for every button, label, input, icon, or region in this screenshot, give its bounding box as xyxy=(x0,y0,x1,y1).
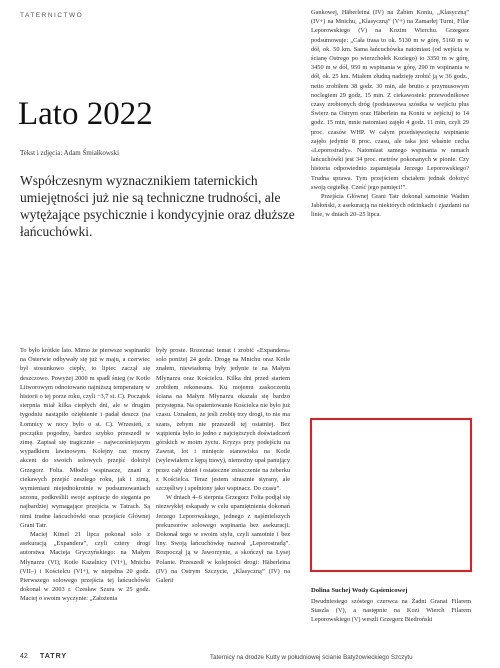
lead-paragraph: Współczesnym wyznacznikiem taternickich umiejętności już nie są techniczne trudności, ale wytężające psychicznie i kondycyjnie oraz dłuższe łańcuchówki. xyxy=(20,173,295,239)
body-column-2 xyxy=(156,346,290,585)
photo-caption-text: Dwudniestego szóstego czerwca na Żadni Granat Filarem Staszla (V), a następnie na Kozi Wierch Filarem Leporowskiego (V) weszli Grzegorz Biedroński xyxy=(311,598,471,624)
col3-paragraph-1: Gankowej, Häberleina (IV) na Żabim Koniu, „Klasyczną” (IV+) na Mnichu, „Klasyczną” (V+) na Zamarłej Turni, Filar Leporowskiego (V) na Kozim Wierchu. Grzegorz podsumowuje: „Cała trasa to ok. 5130 m w górę, 5160 m w dół, ok. 50 km. Sama łańcuchówka natomiast (od wejścia w ścianę Ostrego po wierzchołek Koziego) to 3350 m w górę, 3450 m w dół, 950 m wspinania w górę, 290 m wspinania w dół, ok. 25 km. Miałem złudną nadzieję zrobić ją w 36 godz., netto zrobiłem 38 godz. 30 min, ale brutto z przymusowym noclegiem 29 godz. 15 min. Z ciekawostek: przewodnikowe czasy zrobionych dróg (podstawowa szóstka w wejściu plus Świerz na Ostrym oraz Häberlein na Koniu w zejściu) to 14 godz. 15 min, mnie natomiast zajęło 4 godz. 11 min, czyli 29 proc. czasów WHP. W całym przedsięwzięciu wspinanie zajęło jedynie 8 proc. czasu, ale taka jest właśnie cecha «Leporostrady». Natomiast samego wspinania w ramach łańcuchówki jest 34 proc. metrów pokonanych w pionie. Czy historia odpowiednio zapamiętała Jerzego Leporowskiego? Trudna sprawa. Tym przejściem chciałem jednak dołożyć swoją cegiełkę. Cześć jego pamięci!”. xyxy=(311,9,469,191)
author-credit: Tekst i zdjęcia: Adam Śmiałkowski xyxy=(20,149,120,157)
col3-paragraph-2: Przejścia Głównej Grani Tatr dokonał samotnie Wadim Jabłoński, z asekuracją na niektórych odcinkach i zjazdami na linie, w dniach 20–25 lipca. xyxy=(311,193,469,219)
col1-paragraph-1: To było krótkie lato. Mimo że pierwsze wspinanki na Osterwie odbywały się już w maju, a czerwiec był stosunkowo ciepły, to lipiec zaczął się deszczowo. Powyżej 2000 m spadł śnieg (w Kotle Litworowym odnotowano najniższą temperaturę w historii o tej porze roku, czyli −3,7 st. C). Początek sierpnia miał kilka ciepłych dni, ale w drugim tygodniu nastąpiło ożiębienie i padał deszcz (na Łomnicy w nocy było o st. C). Wrzesień, z początku pogodny, bardzo szybko przeszedł w zimę. Zapisał się tragicznie – najwcześniejszym wypadkiem lawinowym. Kolejny raz mocny akcent do swoich solowych przejść dołożył Grzegorz Folta. Młodzi wspinacze, znani z ciekawych przejść zeszłego roku, jak i zimą, wymieniani niejednokrotnie w podsumowaniach sezonu, podkreślili swoje aspiracje do sięgania po najbardziej wymagające przejścia w Tatrach. Są nimi trudne łańcuchówki oraz przejście Głównej Grani Tatr. xyxy=(20,347,150,529)
photo-caption-title: Dolina Suchej Wody Gąsienicowej xyxy=(311,587,408,594)
running-footer: Taternicy na drodze Kutty w południowej ścianie Batyżowieckiego Szczytu xyxy=(210,654,413,661)
page-number: 42 xyxy=(20,653,28,660)
col2-paragraph-2: W dniach 4–6 sierpnia Grzegorz Folta podjął się niezwykłej eskapady w celu upamiętnienia dokonań Jerzego Leporowskiego, jednego z najśmielszych prekursorów solowego wspinania bez asekuracji. Dokonał tego w swoim stylu, czyli samotnie i bez liny. Swoją łańcuchówkę nazwał „Leporostradą”. Rozpoczął ją w Jaworzynie, a skończył na Łysej Polanie. Przeszedł w kolejności drogi: Häberleina (IV) na Ostrym Szczycie, „Klasyczną” (IV) na Galerii xyxy=(156,494,290,585)
col2-paragraph-1: były proste. Rozeznać temat i zrobić «Expandera» solo poniżej 24 godz. Drogę na Mnichu oraz Kotle znałem, niewiadomą były jedynie te na Małym Młynarzu oraz Kościelcu. Kilka dni przed startem zrobiłem rekonesans. Ku mojemu zaskoczeniu ściana na Małym Młynarzu okazała się bardzo przystępna. Na opatentowanie Kościelca nie było już czasu. Uznałem, że jeśli zrobię trzy drogi, to nie ma szans, żebym nie przeszedł tej ostatniej. Bez wątpienia było to jedno z najcięższych doświadczeń górskich w moim życiu. Kryzys przy podejściu na Zawrat, lot i minięcie stanowiska na Kotle (wylewiałem z kępą trawy), niemożny upał panujący przez cały dzień i ostateczne zniszczenie na żeberku z Kościelca. Teraz jestem strasznie styrany, ale szczęśliwy i spełniony jako wspinacz. Do czasu”. xyxy=(156,347,290,493)
section-label: TATERNICTWO xyxy=(20,12,84,19)
article-title: Lato 2022 xyxy=(18,96,153,132)
body-column-3 xyxy=(311,8,469,220)
magazine-name: TATRY xyxy=(40,653,68,660)
highlight-box xyxy=(310,418,472,572)
body-column-1 xyxy=(20,346,150,604)
col1-paragraph-2: Maciej Kimel 21 lipca pokonał solo z asekuracją „Expandera”, czyli cztery drogi autorstwa Macieja Gryczyńskiego: na Małym Młynarzu (VI), Kotle Kazalnicy (VI+), Mnichu (VII–) i Kościelcu (VI+), w niepełna 20 godz. Pierwszego solowego przejścia tej łańcuchówki dokonał w 2003 r. Czesław Szura w 25 godz. Maciej o swoim wyczynie: „Założenia xyxy=(20,531,150,603)
